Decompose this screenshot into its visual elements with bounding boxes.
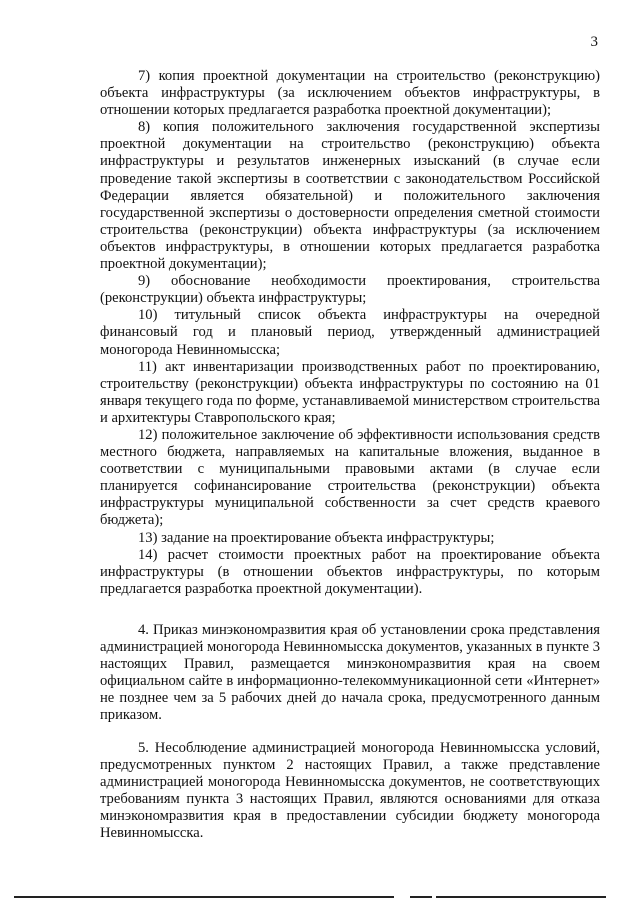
list-item-11: 11) акт инвентаризации производственных работ по проектированию, строительству (реконструкции) объекта инфраструктуры по состоянию на 01 января текущего года по форме, устанавливаемой министерством строительства и архитектуры Ставропольского края; xyxy=(100,358,600,426)
page-number: 3 xyxy=(590,34,598,50)
list-item-7: 7) копия проектной документации на строительство (реконструкцию) объекта инфраструктуры (за исключением объектов инфраструктуры, в отношении которых предлагается разработка проектной документации); xyxy=(100,68,600,119)
bottom-rule-right xyxy=(436,896,606,898)
paragraph-4: 4. Приказ минэкономразвития края об установлении срока представления администрацией моногорода Невинномысска документов, указанных в пункте 3 настоящих Правил, размещается минэкономразвития края на своем официальном сайте в информационно-телекоммуникационной сети «Интернет» не позднее чем за 5 рабочих дней до начала срока, предусмотренного данным приказом. xyxy=(100,622,600,724)
list-item-9: 9) обоснование необходимости проектирования, строительства (реконструкции) объекта инфраструктуры; xyxy=(100,273,600,307)
list-item-8: 8) копия положительного заключения государственной экспертизы проектной документации на строительство (реконструкцию) объекта инфраструктуры и результатов инженерных изысканий (в случае если проведение такой экспертизы в соответствии с законодательством Российской Федерации является обязательной) и положительного заключения государственной экспертизы о достоверности определения сметной стоимости строительства (реконструкции) объекта инфраструктуры (за исключением объектов инфраструктуры, в отношении которых предлагается разработка проектной документации); xyxy=(100,119,600,273)
list-item-12: 12) положительное заключение об эффективности использования средств местного бюджета, направляемых на капитальные вложения, выданное в соответствии с муниципальными правовыми актами (в случае если планируется софинансирование строительства (реконструкции) объекта инфраструктуры муниципальной собственности за счет средств краевого бюджета); xyxy=(100,426,600,529)
paragraph-4-block xyxy=(100,622,600,725)
bottom-rule-left xyxy=(14,896,394,898)
list-item-13: 13) задание на проектирование объекта инфраструктуры; xyxy=(138,529,495,546)
paragraph-5: 5. Несоблюдение администрацией моногорода Невинномысска условий, предусмотренных пунктом 2 настоящих Правил, а также представление администрацией моногорода Невинномысска документов, не соответствующих требованиям пункта 3 настоящих Правил, являются основаниями для отказа минэкономразвития края в предоставлении субсидии бюджету моногорода Невинномысска. xyxy=(100,740,600,842)
bottom-rule-middle xyxy=(410,896,432,898)
document-list xyxy=(100,68,600,598)
list-item-14: 14) расчет стоимости проектных работ на проектирование объекта инфраструктуры (в отношении объектов инфраструктуры, по которым предлагается разработка проектной документации). xyxy=(100,546,600,597)
list-item-10: 10) титульный список объекта инфраструктуры на очередной финансовый год и плановый период, утвержденный администрацией моногорода Невинномысска; xyxy=(100,307,600,358)
paragraph-5-block xyxy=(100,740,600,843)
